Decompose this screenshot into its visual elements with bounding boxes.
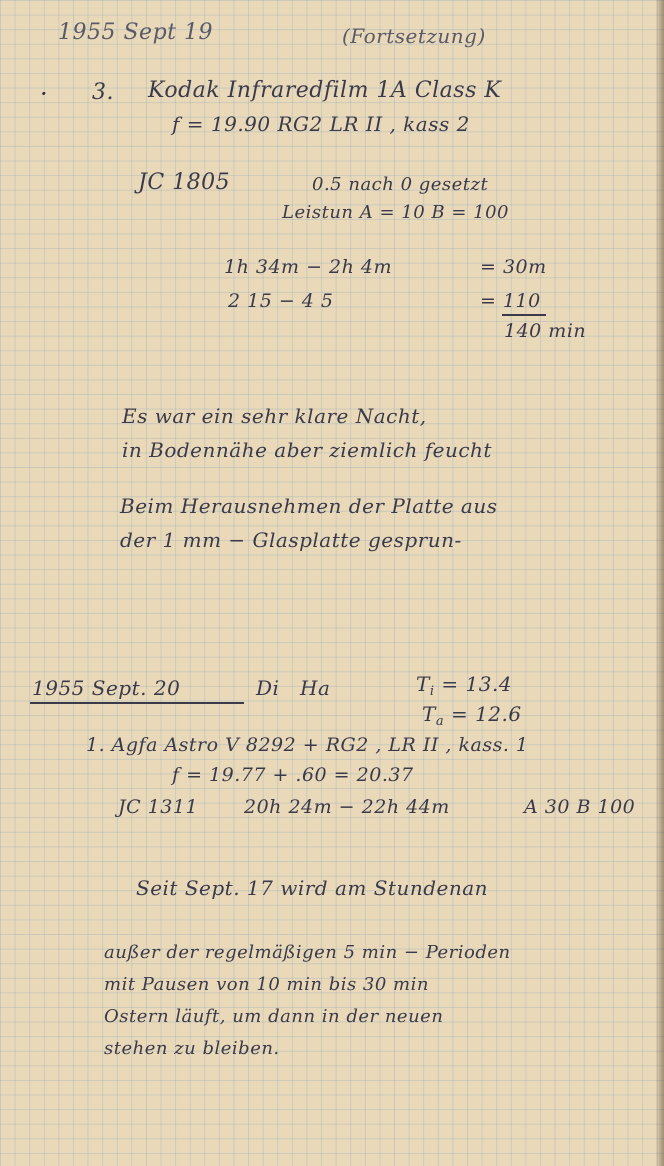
entry1-note-4: der 1 mm − Glasplatte gesprun- [120, 528, 462, 552]
bullet-mark: · [40, 80, 49, 108]
entry1-note-3: Beim Herausnehmen der Platte aus [120, 494, 498, 518]
entry1-note-1: Es war ein sehr klare Nacht, [122, 404, 427, 428]
entry1-exposure-1-range: 1h 34m − 2h 4m [224, 256, 393, 278]
entry1-note-2: in Bodennähe aber ziemlich feucht [122, 438, 492, 462]
entry1-total: 140 min [504, 320, 587, 342]
entry1-date: 1955 Sept 19 [58, 20, 213, 45]
entry1-exposure-2-range: 2 15 − 4 5 [228, 290, 334, 312]
entry1-exposure-1-duration: = 30m [480, 256, 547, 278]
entry2-item: 1. Agfa Astro V 8292 + RG2 , LR II , kass. 1 [86, 734, 529, 756]
entry2-note-4: Ostern läuft, um dann in der neuen [104, 1006, 444, 1027]
entry2-date-underline [30, 702, 244, 704]
entry2-date: 1955 Sept. 20 [32, 676, 181, 700]
sum-underline [502, 314, 546, 316]
entry1-exposure-2-duration: = 110 [480, 290, 541, 312]
ti-sub: i [429, 684, 435, 699]
entry1-leistung: Leistun A = 10 B = 100 [282, 202, 509, 223]
entry2-note-1: Seit Sept. 17 wird am Stundenan [136, 876, 489, 900]
page-edge-shadow [656, 0, 664, 1166]
entry1-continuation-note: (Fortsetzung) [342, 24, 486, 48]
entry1-star-offset: 0.5 nach 0 gesetzt [312, 174, 489, 195]
entry2-note-5: stehen zu bleiben. [104, 1038, 280, 1059]
entry2-note-3: mit Pausen von 10 min bis 30 min [104, 974, 429, 995]
temperature-inside [416, 672, 512, 699]
ta-value: = 12.6 [450, 702, 522, 726]
entry1-settings: f = 19.90 RG2 LR II , kass 2 [172, 112, 470, 136]
entry2-note-2: außer der regelmäßigen 5 min − Perioden [104, 942, 511, 963]
ta-sub: a [435, 714, 445, 729]
entry2-day: Di [256, 676, 280, 700]
entry1-star-name: JC 1805 [138, 170, 231, 195]
ta-label: T [422, 702, 436, 726]
entry1-film: Kodak Infraredfilm 1A Class K [148, 78, 502, 103]
entry2-star-leistung: A 30 B 100 [524, 796, 636, 818]
entry2-focus: f = 19.77 + .60 = 20.37 [172, 764, 414, 786]
ti-label: T [416, 672, 430, 696]
temperature-outside [422, 702, 522, 729]
entry2-star-time: 20h 24m − 22h 44m [244, 796, 450, 818]
ti-value: = 13.4 [441, 672, 513, 696]
entry2-place: Ha [300, 676, 331, 700]
entry2-star-name: JC 1311 [118, 796, 199, 818]
entry1-item-number: 3. [92, 80, 114, 105]
